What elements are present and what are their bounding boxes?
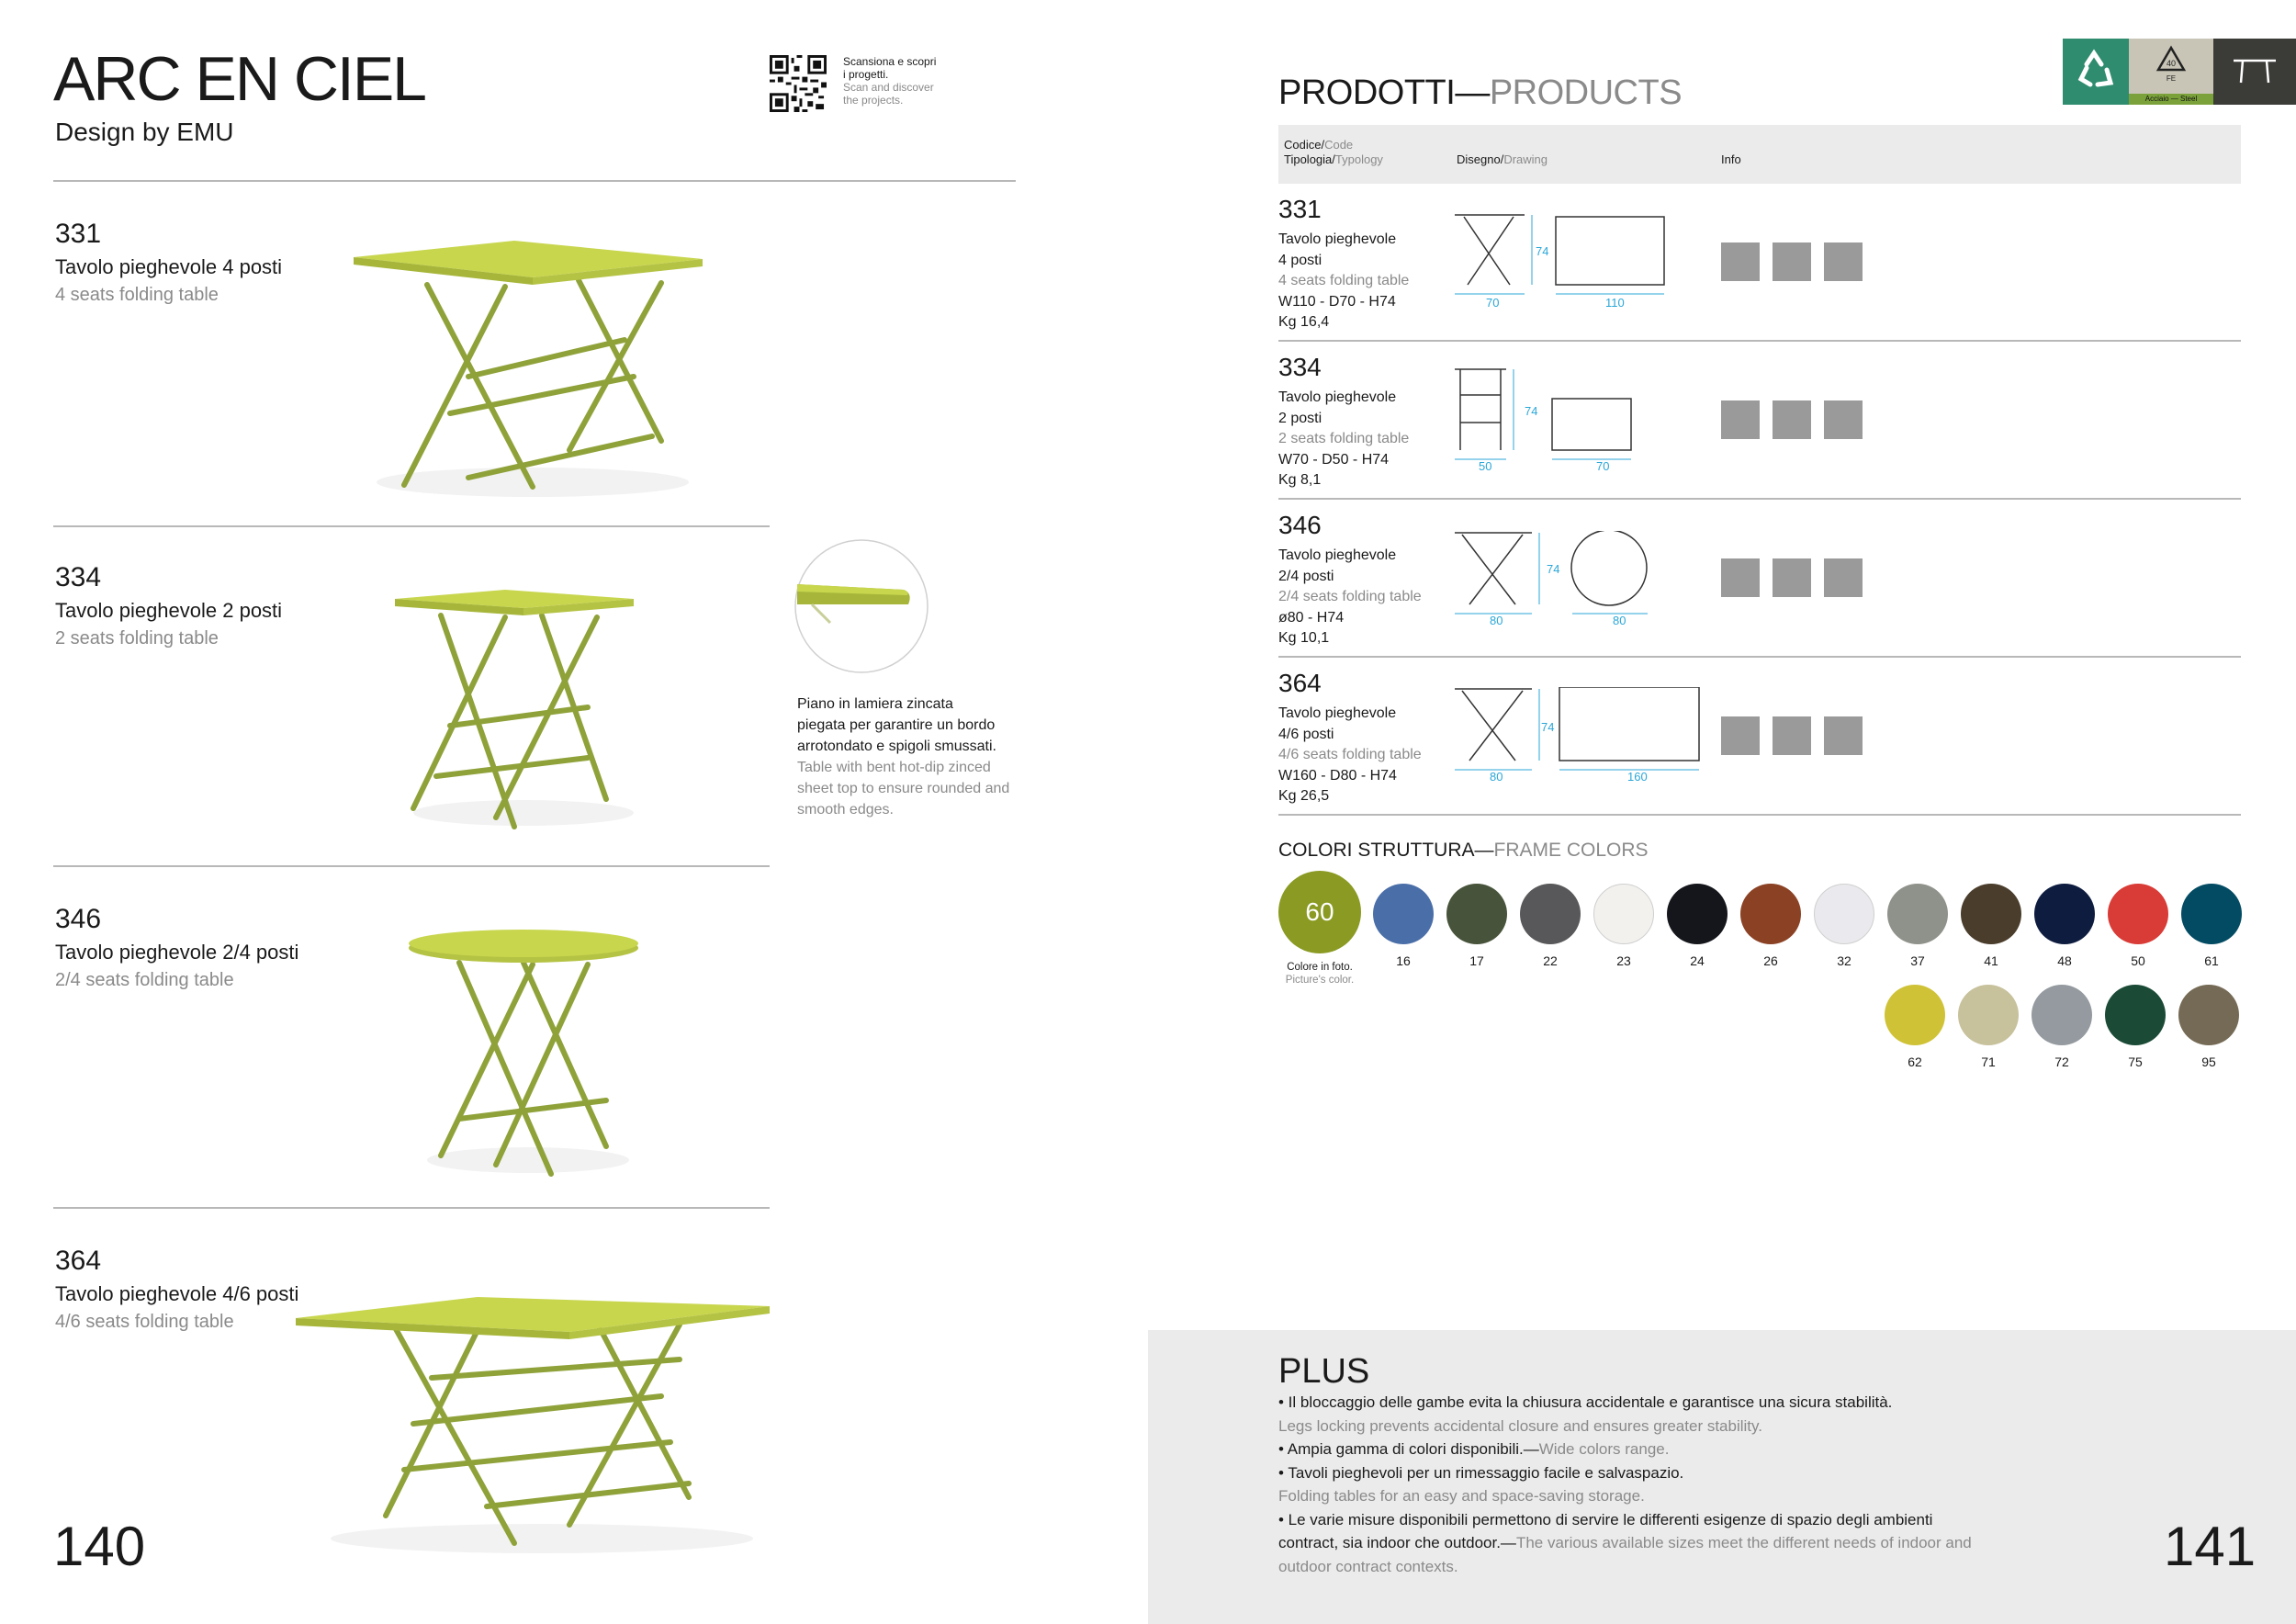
color-swatch-37 bbox=[1887, 884, 1948, 944]
foldable-icon bbox=[1824, 400, 1863, 439]
divider bbox=[53, 525, 770, 527]
color-swatch-41 bbox=[1961, 884, 2021, 944]
svg-text:FE: FE bbox=[2166, 74, 2177, 83]
frame-icon bbox=[2213, 39, 2296, 105]
color-swatch-16 bbox=[1373, 884, 1434, 944]
plus-title: PLUS bbox=[1278, 1352, 1370, 1391]
material-badges bbox=[2063, 39, 2296, 105]
products-table-header: Codice/Code Tipologia/Typology Disegno/Drawing Info bbox=[1278, 125, 2241, 184]
product-code: 334 bbox=[1278, 353, 1322, 381]
item-name-en: 2/4 seats folding table bbox=[55, 970, 234, 990]
color-code-label: 32 bbox=[1837, 953, 1851, 968]
product-row-346: 346 Tavolo pieghevole 2/4 posti 2/4 seats folding table ø80 - H74 Kg 10,1 74 80 80 bbox=[1278, 511, 2241, 669]
color-swatch-61 bbox=[2181, 884, 2242, 944]
item-name-it: Tavolo pieghevole 4 posti bbox=[55, 255, 283, 278]
color-swatch-featured: 60 bbox=[1278, 871, 1361, 953]
item-331 bbox=[55, 220, 282, 306]
product-code: 346 bbox=[1278, 511, 1322, 539]
weather-resistant-icon bbox=[1773, 716, 1811, 755]
recycle-badge bbox=[2063, 39, 2129, 105]
foldable-icon bbox=[1824, 558, 1863, 597]
page-number-right: 141 bbox=[2164, 1516, 2257, 1577]
washable-icon bbox=[1721, 716, 1760, 755]
item-name-en: 4/6 seats folding table bbox=[55, 1312, 234, 1332]
recycle-icon bbox=[2063, 39, 2129, 105]
color-code-label: 95 bbox=[2201, 1054, 2216, 1069]
color-code-label: 71 bbox=[1981, 1054, 1996, 1069]
color-code-label: 22 bbox=[1543, 953, 1558, 968]
item-code: 331 bbox=[55, 219, 102, 249]
product-row-331: 331 Tavolo pieghevole 4 posti 4 seats folding table W110 - D70 - H74 Kg 16,4 74 70 110 bbox=[1278, 195, 2241, 353]
color-code-label: 23 bbox=[1616, 953, 1631, 968]
item-code: 346 bbox=[55, 904, 102, 934]
table-334-image bbox=[386, 579, 643, 836]
row-divider bbox=[1278, 340, 2241, 342]
washable-icon bbox=[1721, 400, 1760, 439]
frame-badge bbox=[2213, 39, 2296, 105]
designer-credit: Design by EMU bbox=[55, 118, 234, 146]
washable-icon bbox=[1721, 242, 1760, 281]
product-code: 364 bbox=[1278, 669, 1322, 697]
weather-resistant-icon bbox=[1773, 242, 1811, 281]
product-row-364: 364 Tavolo pieghevole 4/6 posti 4/6 seats folding table W160 - D80 - H74 Kg 26,5 74 80 160 bbox=[1278, 669, 2241, 827]
color-code-label: 48 bbox=[2057, 953, 2072, 968]
row-divider bbox=[1278, 498, 2241, 500]
steel-recycle-icon bbox=[2129, 39, 2213, 94]
item-346 bbox=[55, 906, 298, 991]
color-swatch-48 bbox=[2034, 884, 2095, 944]
row-divider bbox=[1278, 656, 2241, 658]
color-code-label: 75 bbox=[2128, 1054, 2143, 1069]
featured-color-caption: Colore in foto. Picture's color. bbox=[1285, 962, 1355, 986]
steel-badge bbox=[2129, 39, 2213, 105]
color-swatch-95 bbox=[2178, 985, 2239, 1045]
product-code: 331 bbox=[1278, 195, 1322, 223]
color-swatch-32 bbox=[1814, 884, 1874, 944]
color-swatch-62 bbox=[1885, 985, 1945, 1045]
item-name-it: Tavolo pieghevole 2 posti bbox=[55, 599, 283, 622]
row-divider bbox=[1278, 814, 2241, 816]
color-code-label: 16 bbox=[1396, 953, 1411, 968]
foldable-icon bbox=[1824, 242, 1863, 281]
steel-label: Acciaio — Steel bbox=[2129, 94, 2213, 105]
item-name-it: Tavolo pieghevole 2/4 posti bbox=[55, 941, 299, 964]
item-name-it: Tavolo pieghevole 4/6 posti bbox=[55, 1282, 299, 1305]
item-name-en: 2 seats folding table bbox=[55, 628, 219, 648]
color-code-label: 37 bbox=[1910, 953, 1925, 968]
color-swatch-75 bbox=[2105, 985, 2166, 1045]
color-swatch-22 bbox=[1520, 884, 1581, 944]
page-title: ARC EN CIEL bbox=[53, 44, 425, 114]
item-code: 364 bbox=[55, 1246, 102, 1276]
item-334 bbox=[55, 564, 282, 649]
washable-icon bbox=[1721, 558, 1760, 597]
item-364 bbox=[55, 1247, 298, 1333]
item-code: 334 bbox=[55, 562, 102, 592]
weather-resistant-icon bbox=[1773, 558, 1811, 597]
divider bbox=[53, 1207, 770, 1209]
frame-colors-title: COLORI STRUTTURA—FRAME COLORS bbox=[1278, 840, 1649, 861]
color-code-label: 61 bbox=[2204, 953, 2219, 968]
product-desc: Tavolo pieghevole 2 posti 2 seats folding table W70 - D50 - H74 Kg 8,1 bbox=[1278, 389, 1410, 488]
product-row-334: 334 Tavolo pieghevole 2 posti 2 seats folding table W70 - D50 - H74 Kg 8,1 74 50 70 bbox=[1278, 353, 2241, 511]
table-331-image bbox=[349, 230, 707, 505]
color-code-label: 24 bbox=[1690, 953, 1705, 968]
table-364-image bbox=[294, 1286, 771, 1562]
color-code-label: 17 bbox=[1469, 953, 1484, 968]
qr-code[interactable] bbox=[770, 55, 827, 112]
product-desc: Tavolo pieghevole 2/4 posti 2/4 seats folding table ø80 - H74 Kg 10,1 bbox=[1278, 547, 1422, 646]
svg-text:40: 40 bbox=[2166, 59, 2177, 68]
color-code-label: 62 bbox=[1908, 1054, 1922, 1069]
weather-resistant-icon bbox=[1773, 400, 1811, 439]
qr-caption: Scansiona e scopri i progetti. Scan and discover the projects. bbox=[843, 55, 937, 107]
color-code-label: 50 bbox=[2131, 953, 2145, 968]
edge-detail-image bbox=[793, 538, 929, 674]
products-title: PRODOTTI—PRODUCTS bbox=[1278, 73, 1683, 112]
technical-drawing bbox=[1455, 367, 1694, 468]
edge-detail-note: Piano in lamiera zincata piegata per garantire un bordo arrotondato e spigoli smussati. Table with bent hot-dip zinced sheet top to ensure rounded and smooth edges. bbox=[797, 696, 1010, 818]
color-code-label: 26 bbox=[1763, 953, 1778, 968]
color-swatch-23 bbox=[1593, 884, 1654, 944]
color-swatch-50 bbox=[2108, 884, 2168, 944]
page-number-left: 140 bbox=[53, 1516, 146, 1577]
color-swatch-17 bbox=[1446, 884, 1507, 944]
product-desc: Tavolo pieghevole 4 posti 4 seats folding table W110 - D70 - H74 Kg 16,4 bbox=[1278, 231, 1410, 330]
color-swatch-72 bbox=[2032, 985, 2092, 1045]
item-name-en: 4 seats folding table bbox=[55, 285, 219, 305]
color-code-label: 41 bbox=[1984, 953, 1998, 968]
product-desc: Tavolo pieghevole 4/6 posti 4/6 seats folding table W160 - D80 - H74 Kg 26,5 bbox=[1278, 705, 1422, 804]
foldable-icon bbox=[1824, 716, 1863, 755]
divider bbox=[53, 180, 1016, 182]
plus-features: • Il bloccaggio delle gambe evita la chiusura accidentale e garantisce una sicura stabilità. Legs locking prevents accidental closure and ensures greater stability. • Ampia gamma di colori disponibili.—Wide colors range. • Tavoli pieghevoli per un rimessaggio facile e salvaspazio. Folding tables for an easy and space-saving storage. • Le varie misure disponibili permettono di servire le differenti esigenze di spazio degli ambienti contract, sia indoor che outdoor.—The various available sizes meet the different needs of indoor and outdoor contract contexts. bbox=[1278, 1393, 1972, 1575]
color-swatch-24 bbox=[1667, 884, 1728, 944]
color-swatch-26 bbox=[1740, 884, 1801, 944]
color-code-label: 72 bbox=[2054, 1054, 2069, 1069]
color-swatch-71 bbox=[1958, 985, 2019, 1045]
divider bbox=[53, 865, 770, 867]
table-346-image bbox=[404, 926, 643, 1183]
